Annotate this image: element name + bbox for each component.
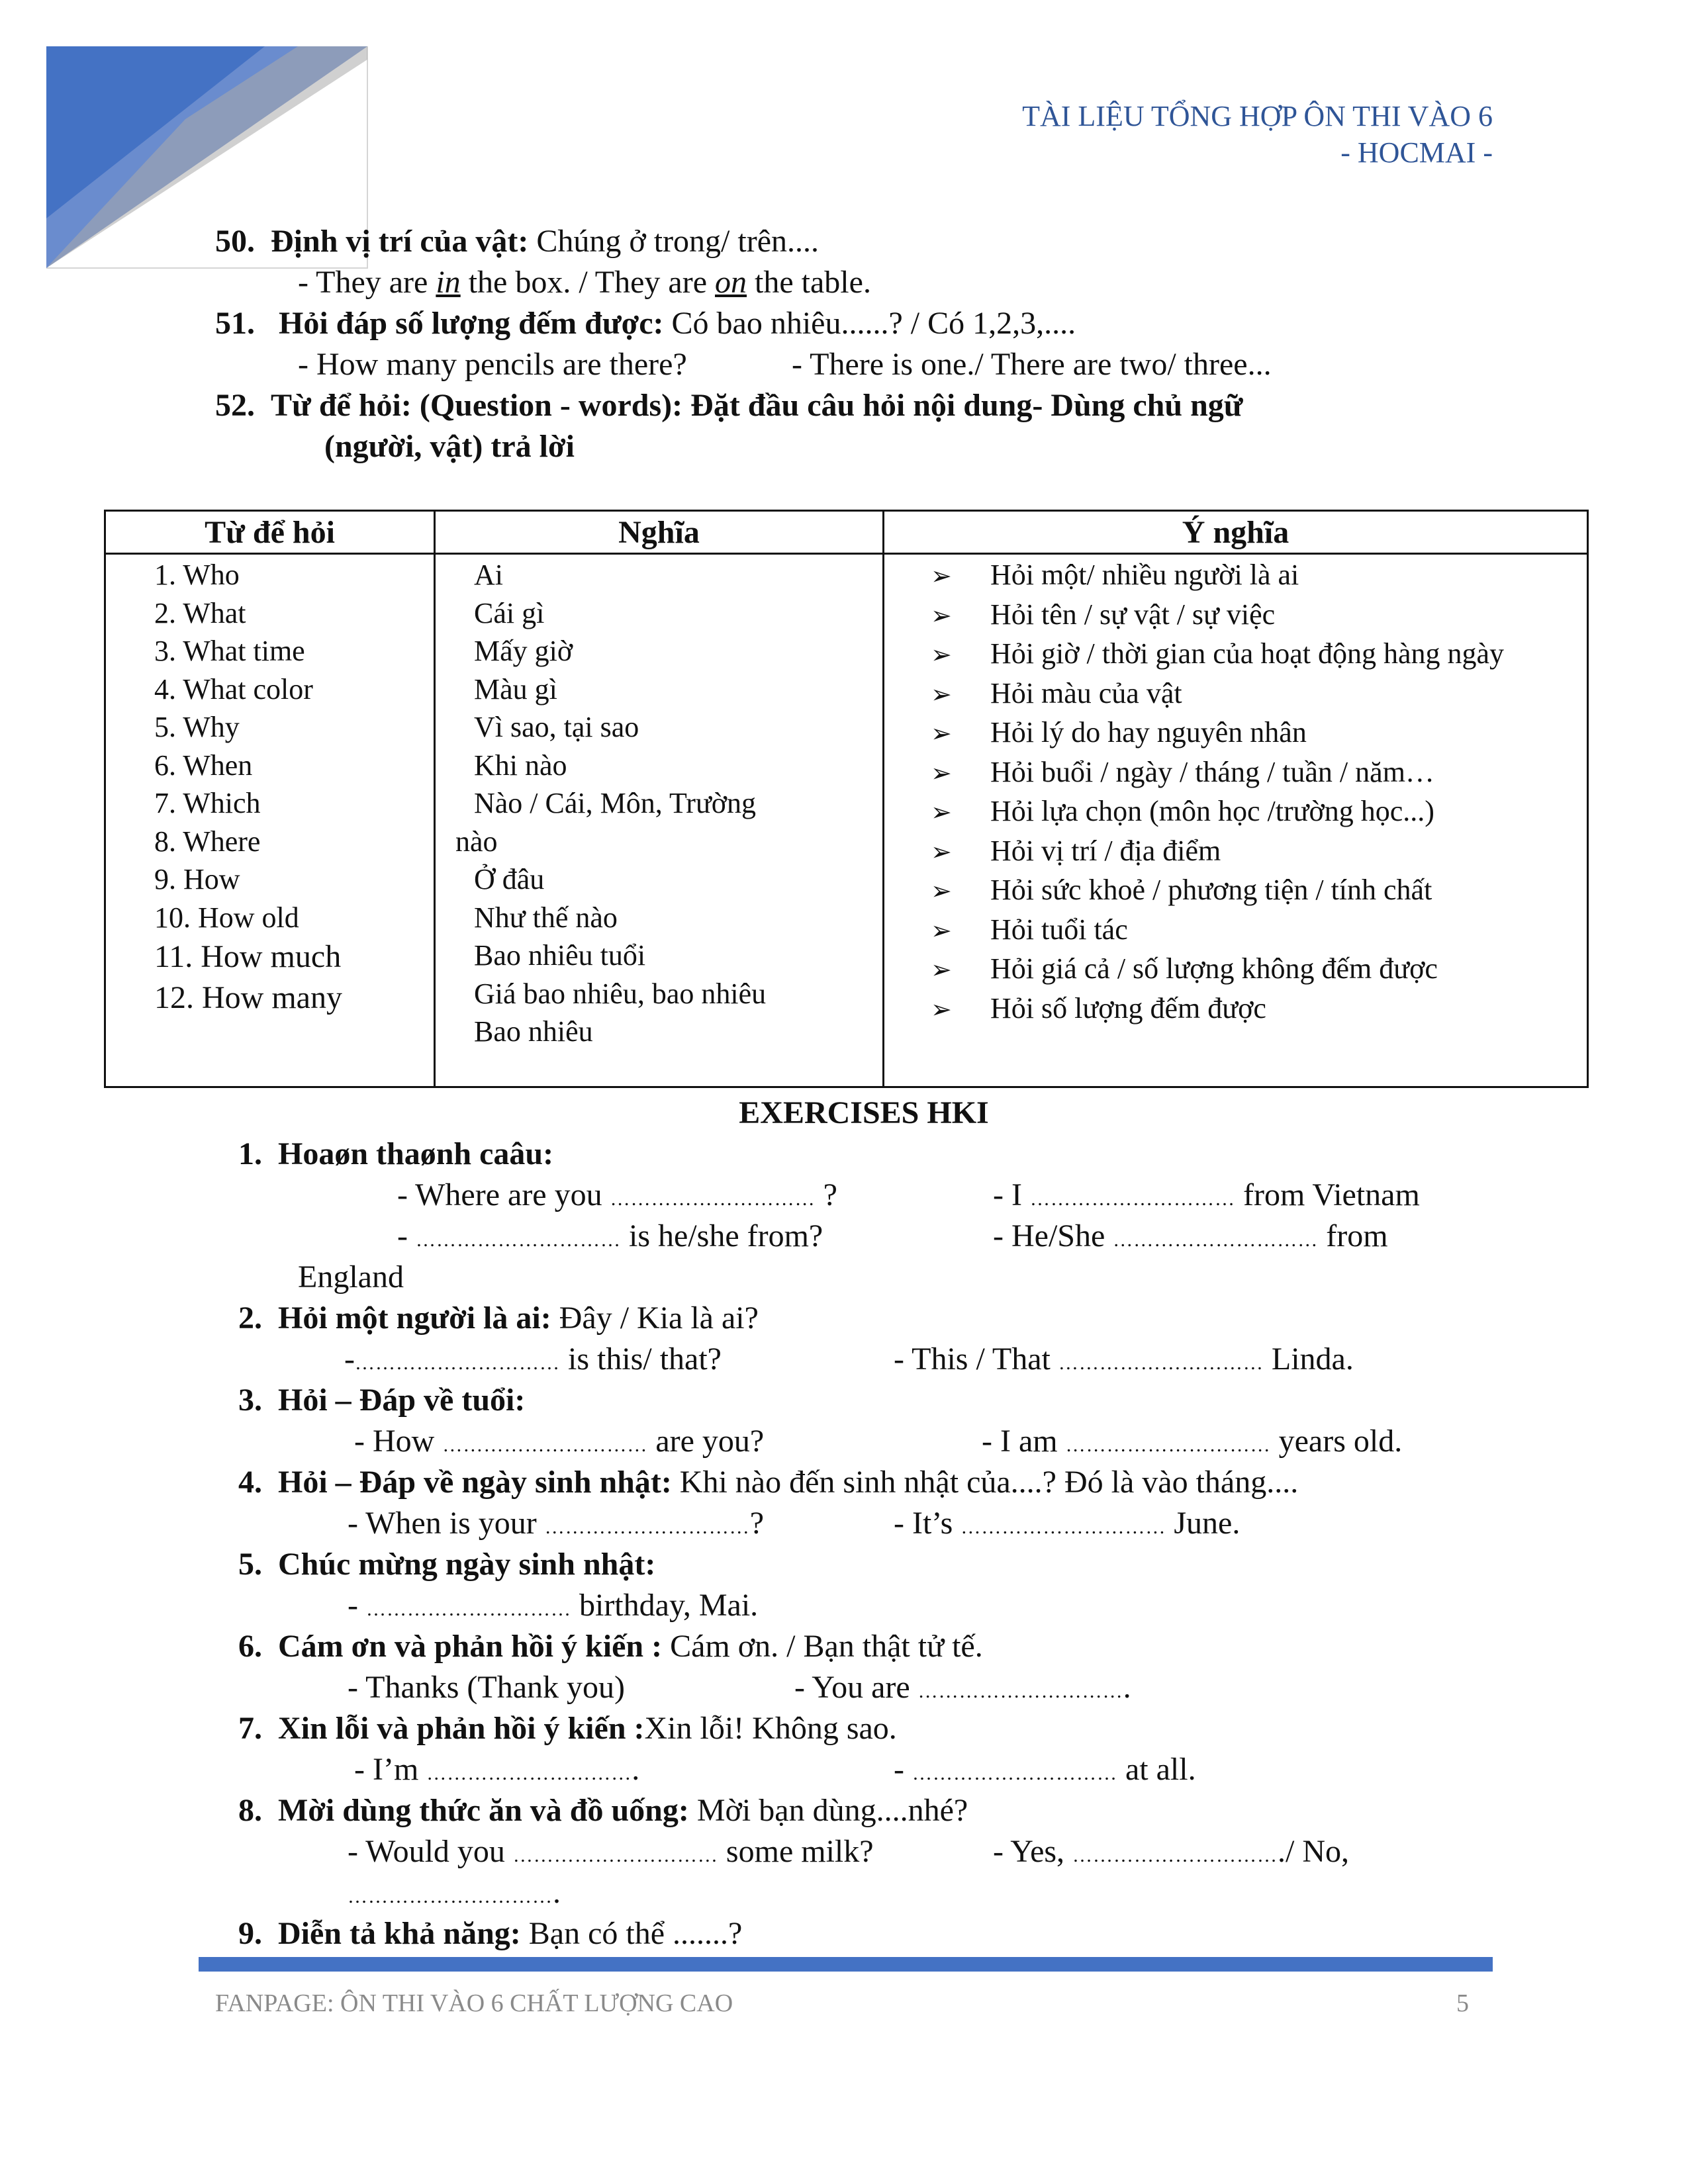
exercise-1-heading: 1. Hoaøn thaønh caâu: bbox=[238, 1136, 554, 1171]
blank: ………………………… bbox=[610, 1188, 816, 1210]
blank: ………………………… bbox=[1029, 1188, 1235, 1210]
list-item: 12. How many bbox=[154, 980, 342, 1015]
list-item: 4. What color bbox=[154, 672, 313, 705]
footer-bar bbox=[199, 1957, 1493, 1972]
list-item: Bao nhiêu tuổi bbox=[474, 939, 646, 972]
exercise-3-heading: 3. Hỏi – Đáp về tuổi: bbox=[238, 1383, 526, 1418]
header-brand: - HOCMAI - bbox=[1340, 136, 1493, 169]
blank: ………………………… bbox=[365, 1598, 571, 1620]
exercise-8-answer: - Yes, …………………………./ No, bbox=[993, 1834, 1350, 1869]
blank: ………………………… bbox=[348, 1886, 553, 1907]
list-item: ➢ Hỏi tuổi tác bbox=[931, 911, 1587, 950]
list-item: 10. How old bbox=[154, 901, 299, 934]
exercise-6-heading: 6. Cám ơn và phản hồi ý kiến : Cám ơn. / Bạn thật tử tế. bbox=[238, 1629, 983, 1664]
section-50-example: - They are in the box. / They are on the table. bbox=[298, 265, 871, 300]
list-item: ➢ Hỏi giờ / thời gian của hoạt động hàng ngày bbox=[931, 635, 1587, 674]
list-item: 8. Where bbox=[154, 825, 261, 858]
list-item: ➢ Hỏi vị trí / địa điểm bbox=[931, 832, 1587, 872]
exercise-2-question: -………………………… is this/ that? bbox=[344, 1342, 722, 1377]
arrow-bullet-icon: ➢ bbox=[931, 876, 952, 905]
arrow-bullet-icon: ➢ bbox=[931, 640, 952, 669]
section-51-heading: 51. Hỏi đáp số lượng đếm được: Có bao nhiêu......? / Có 1,2,3,.... bbox=[215, 306, 1076, 341]
table-body-row bbox=[105, 554, 1588, 1087]
blank: ………………………… bbox=[917, 1680, 1123, 1702]
section-51-example-answer: - There is one./ There are two/ three... bbox=[792, 347, 1272, 382]
list-item: 5. Why bbox=[154, 711, 240, 743]
section-51-example-question: - How many pencils are there? bbox=[298, 347, 687, 382]
footer-text: FANPAGE: ÔN THI VÀO 6 CHẤT LƯỢNG CAO bbox=[215, 1989, 733, 2017]
section-52-heading-cont: (người, vật) trả lời bbox=[324, 429, 575, 464]
exercise-8-question: - Would you ………………………… some milk? bbox=[348, 1834, 874, 1869]
table-header-row bbox=[105, 511, 1588, 554]
list-item: Khi nào bbox=[474, 749, 567, 782]
exercise-2-answer: - This / That ………………………… Linda. bbox=[894, 1342, 1354, 1377]
arrow-bullet-icon: ➢ bbox=[931, 797, 952, 827]
list-item: ➢ Hỏi số lượng đếm được bbox=[931, 989, 1587, 1029]
arrow-bullet-icon: ➢ bbox=[931, 994, 952, 1024]
list-item: Như thế nào bbox=[474, 901, 618, 934]
words-column bbox=[105, 554, 435, 1087]
question-words-table bbox=[104, 510, 1589, 1088]
header-purpose: Ý nghĩa bbox=[884, 511, 1588, 554]
list-item: nào bbox=[455, 825, 498, 858]
blank: ………………………… bbox=[1058, 1352, 1264, 1374]
list-item: Ở đâu bbox=[474, 863, 545, 895]
list-item: ➢ Hỏi màu của vật bbox=[931, 674, 1587, 714]
blank: ………………………… bbox=[961, 1516, 1166, 1538]
list-item: ➢ Hỏi lý do hay nguyên nhân bbox=[931, 713, 1587, 753]
exercise-4-answer: - It’s ………………………… June. bbox=[894, 1506, 1241, 1541]
header-meaning: Nghĩa bbox=[435, 511, 884, 554]
exercise-6-question: - Thanks (Thank you) bbox=[348, 1670, 626, 1705]
exercise-8-answer-cont: …………………………. bbox=[348, 1875, 561, 1910]
exercise-4-heading: 4. Hỏi – Đáp về ngày sinh nhật: Khi nào đến sinh nhật của....? Đó là vào tháng.... bbox=[238, 1465, 1299, 1500]
list-item: 3. What time bbox=[154, 635, 305, 667]
blank: ………………………… bbox=[1065, 1434, 1271, 1456]
list-item: 7. Which bbox=[154, 787, 261, 819]
section-52-heading: 52. Từ để hỏi: (Question - words): Đặt đầu câu hỏi nội dung- Dùng chủ ngữ bbox=[215, 388, 1243, 423]
exercise-1-answer-1: - I ………………………… from Vietnam bbox=[993, 1177, 1420, 1212]
blank: ………………………… bbox=[415, 1229, 621, 1251]
blank: ………………………… bbox=[442, 1434, 648, 1456]
arrow-bullet-icon: ➢ bbox=[931, 915, 952, 945]
arrow-bullet-icon: ➢ bbox=[931, 679, 952, 709]
exercise-1-question-1: - Where are you ………………………… ? bbox=[397, 1177, 837, 1212]
meanings-column bbox=[435, 554, 884, 1087]
arrow-bullet-icon: ➢ bbox=[931, 837, 952, 866]
list-item: ➢ Hỏi lựa chọn (môn học /trường học...) bbox=[931, 792, 1587, 832]
exercise-3-question: - How ………………………… are you? bbox=[354, 1424, 765, 1459]
list-item: Màu gì bbox=[474, 672, 557, 705]
list-item: Ai bbox=[474, 559, 503, 591]
exercise-7-answer: - ………………………… at all. bbox=[894, 1752, 1196, 1787]
exercise-1-answer-2-cont: England bbox=[298, 1259, 404, 1295]
list-item: 11. How much bbox=[154, 939, 342, 974]
list-item: Giá bao nhiêu, bao nhiêu bbox=[474, 977, 767, 1010]
list-item: ➢ Hỏi một/ nhiều người là ai bbox=[931, 556, 1587, 596]
exercise-1-question-2: - ………………………… is he/she from? bbox=[397, 1218, 823, 1253]
exercises-title: EXERCISES HKI bbox=[739, 1095, 989, 1130]
exercise-7-question: - I’m …………………………. bbox=[354, 1752, 640, 1787]
list-item: Vì sao, tại sao bbox=[474, 711, 639, 743]
list-item: 9. How bbox=[154, 863, 240, 895]
exercise-1-answer-2: - He/She ………………………… from bbox=[993, 1218, 1388, 1253]
blank: ………………………… bbox=[1113, 1229, 1319, 1251]
arrow-bullet-icon: ➢ bbox=[931, 561, 952, 590]
blank: ………………………… bbox=[426, 1762, 632, 1784]
exercise-2-heading: 2. Hỏi một người là ai: Đây / Kia là ai? bbox=[238, 1300, 759, 1336]
exercise-6-answer: - You are …………………………. bbox=[794, 1670, 1131, 1705]
exercise-9-heading: 9. Diễn tả khả năng: Bạn có thể .......? bbox=[238, 1916, 743, 1951]
list-item: Mấy giờ bbox=[474, 635, 573, 667]
exercise-4-question: - When is your …………………………? bbox=[348, 1506, 765, 1541]
arrow-bullet-icon: ➢ bbox=[931, 600, 952, 630]
list-item: 1. Who bbox=[154, 559, 240, 591]
arrow-bullet-icon: ➢ bbox=[931, 758, 952, 788]
exercise-8-heading: 8. Mời dùng thức ăn và đồ uống: Mời bạn dùng....nhé? bbox=[238, 1793, 968, 1828]
list-item: 6. When bbox=[154, 749, 253, 782]
exercise-3-answer: - I am ………………………… years old. bbox=[982, 1424, 1403, 1459]
list-item: ➢ Hỏi giá cả / số lượng không đếm được bbox=[931, 950, 1587, 989]
header-title: TÀI LIỆU TỔNG HỢP ÔN THI VÀO 6 bbox=[1022, 100, 1493, 132]
list-item: Cái gì bbox=[474, 596, 545, 629]
blank: ………………………… bbox=[912, 1762, 1117, 1784]
blank: ………………………… bbox=[512, 1844, 718, 1866]
purposes-column bbox=[884, 554, 1588, 1087]
arrow-bullet-icon: ➢ bbox=[931, 719, 952, 748]
list-item: 2. What bbox=[154, 596, 246, 629]
section-50-heading: 50. Định vị trí của vật: Chúng ở trong/ trên.... bbox=[215, 224, 820, 259]
header-question-word: Từ để hỏi bbox=[105, 511, 435, 554]
list-item: Nào / Cái, Môn, Trường bbox=[474, 787, 757, 819]
page-number: 5 bbox=[1456, 1989, 1469, 2017]
list-item: ➢ Hỏi buổi / ngày / tháng / tuần / năm… bbox=[931, 753, 1587, 793]
list-item: ➢ Hỏi sức khoẻ / phương tiện / tính chất bbox=[931, 871, 1587, 911]
exercise-5-line: - ………………………… birthday, Mai. bbox=[348, 1588, 759, 1623]
blank: ………………………… bbox=[1072, 1844, 1278, 1866]
blank: ………………………… bbox=[354, 1352, 560, 1374]
blank: ………………………… bbox=[544, 1516, 750, 1538]
arrow-bullet-icon: ➢ bbox=[931, 955, 952, 984]
exercise-5-heading: 5. Chúc mừng ngày sinh nhật: bbox=[238, 1547, 656, 1582]
exercise-7-heading: 7. Xin lỗi và phản hồi ý kiến :Xin lỗi! Không sao. bbox=[238, 1711, 897, 1746]
list-item: ➢ Hỏi tên / sự vật / sự việc bbox=[931, 596, 1587, 635]
list-item: Bao nhiêu bbox=[474, 1015, 593, 1048]
